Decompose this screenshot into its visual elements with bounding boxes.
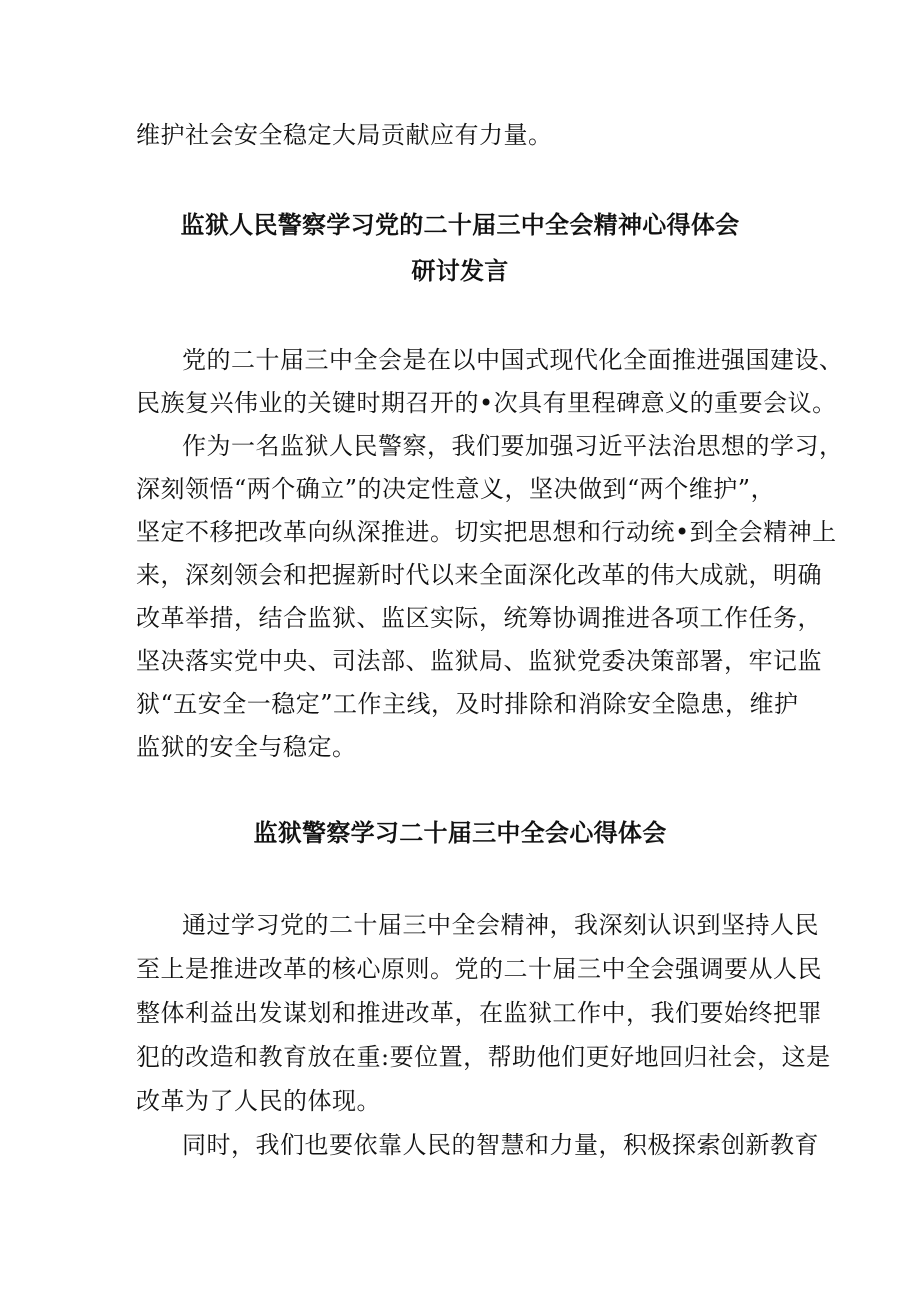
text-line: 坚定不移把改革向纵深推进。切实把思想和行动统•到全会精神上 [136, 518, 837, 546]
text-line: 作为一名监狱人民警察，我们要加强习近平法治思想的学习， [182, 432, 844, 460]
text-line: 狱“五安全一稳定”工作主线，及时排除和消除安全隐患，维护 [136, 690, 799, 718]
text-line: 民族复兴伟业的关键时期召开的•次具有里程碑意义的重要会议。 [136, 389, 837, 417]
text-line: 整体利益出发谋划和推进改革，在监狱工作中，我们要始终把罪 [136, 999, 822, 1027]
text-line: 至上是推进改革的核心原则。党的二十届三中全会强调要从人民 [136, 955, 822, 983]
text-line: 通过学习党的二十届三中全会精神，我深刻认识到坚持人民 [182, 911, 819, 939]
text-line: 同时，我们也要依靠人民的智慧和力量，积极探索创新教育 [182, 1131, 819, 1159]
text-line: 维护社会安全稳定大局贡献应有力量。 [136, 121, 553, 149]
text-line: 深刻领悟“两个确立”的决定性意义，坚决做到“两个维护”， [136, 475, 776, 503]
text-line: 改革举措，结合监狱、监区实际，统筹协调推进各项工作任务， [136, 604, 822, 632]
text-line: 监狱的安全与稳定。 [136, 733, 357, 761]
text-line: 改革为了人民的体现。 [136, 1087, 381, 1115]
text-line: 坚决落实党中央、司法部、监狱局、监狱党委决策部署，牢记监 [136, 647, 822, 675]
text-line: 犯的改造和教育放在重:要位置，帮助他们更好地回归社会，这是 [136, 1043, 831, 1071]
text-line: 党的二十届三中全会是在以中国式现代化全面推进强国建设、 [182, 346, 844, 374]
article-title: 监狱警察学习二十届三中全会心得体会 [253, 818, 667, 847]
article-title: 监狱人民警察学习党的二十届三中全会精神心得体会 [180, 210, 740, 239]
article-subtitle: 研讨发言 [411, 256, 509, 285]
text-line: 来，深刻领会和把握新时代以来全面深化改革的伟大成就，明确 [136, 561, 822, 589]
